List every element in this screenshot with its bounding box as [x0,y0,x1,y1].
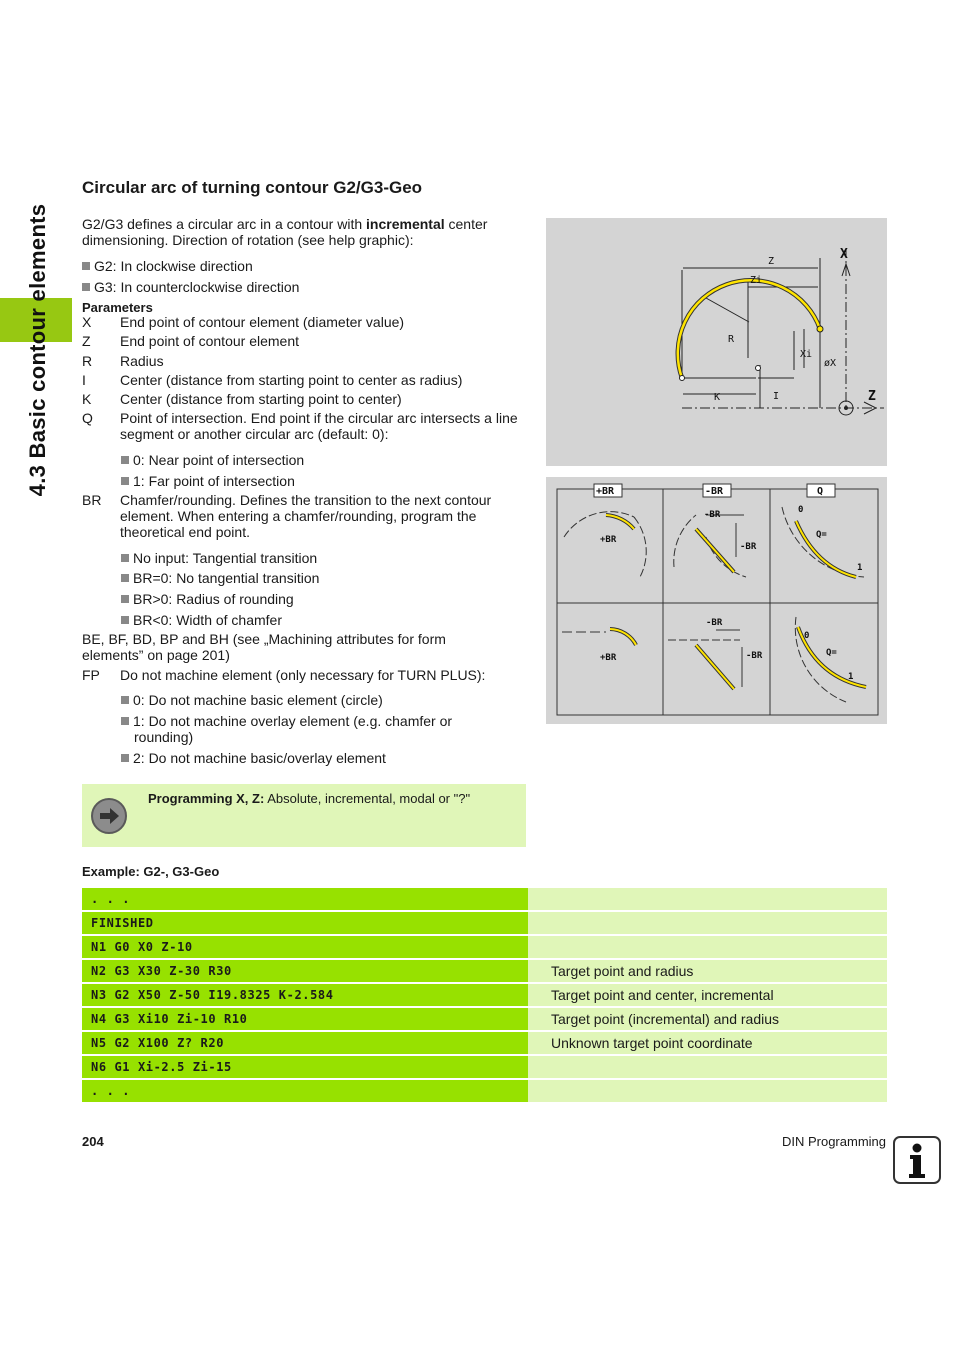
fp-option: 0: Do not machine basic element (circle) [121,692,383,708]
label-minus-br: -BR [740,542,757,552]
arc-dimension-figure [546,218,887,466]
label-one: 1 [848,672,854,682]
section-heading: Circular arc of turning contour G2/G3-Geo [82,178,423,197]
fp-option: 1: Do not machine overlay element (e.g. chamfer or rounding) [121,713,494,745]
arc-dimension-diagram [546,218,887,466]
direction-bullet: G3: In counterclockwise direction [82,279,299,295]
transition-diagram [546,477,887,724]
code-row: . . . [82,1080,887,1102]
direction-bullet: G2: In clockwise direction [82,258,253,274]
label-z: Z [768,256,775,267]
br-option: BR<0: Width of chamfer [121,612,282,628]
label-plus-br: +BR [600,653,617,663]
q-option: 0: Near point of intersection [121,452,304,468]
arrow-right-icon [91,798,127,834]
transition-figure [546,477,887,724]
q-option: 1: Far point of intersection [121,473,295,489]
attributes-reference: BE, BF, BD, BP and BH (see „Machining attributes for form elements” on page 201) [82,631,446,663]
label-minus-br: -BR [704,510,721,520]
label-q-equals: Q= [816,530,827,540]
fp-option: 2: Do not machine basic/overlay element [121,750,386,766]
label-theta: 0 [798,505,804,515]
label-k: K [714,392,721,403]
code-row: N3 G2 X50 Z-50 I19.8325 K-2.584 Target point and center, incremental [82,984,887,1006]
tag-minus-br: -BR [705,486,724,497]
chapter-name: DIN Programming [781,1134,886,1149]
code-row: FINISHED [82,912,887,934]
br-option: BR=0: No tangential transition [121,570,319,586]
code-row: N5 G2 X100 Z? R20 Unknown target point coordinate [82,1032,887,1054]
code-row: N1 G0 X0 Z-10 [82,936,887,958]
parameters-title: Parameters [82,300,153,315]
br-option: No input: Tangential transition [121,550,317,566]
programming-note [82,784,526,847]
info-icon [893,1136,941,1184]
tag-plus-br: +BR [596,486,615,497]
x-axis-label: X [840,247,848,262]
label-one: 1 [857,563,863,573]
note-text: Programming X, Z: Absolute, incremental, modal or "?" [148,791,471,806]
code-row: . . . [82,888,887,910]
example-title: Example: G2-, G3-Geo [82,864,220,879]
page-number: 204 [82,1134,104,1149]
label-plus-br: +BR [600,535,617,545]
z-axis-label: Z [868,389,876,404]
code-row: N6 G1 Xi-2.5 Zi-15 [82,1056,887,1078]
label-zi: Zi [750,275,763,286]
code-row: N4 G3 Xi10 Zi-10 R10 Target point (incremental) and radius [82,1008,887,1030]
label-minus-br: -BR [746,651,763,661]
code-row: N2 G3 X30 Z-30 R30 Target point and radius [82,960,887,982]
br-option: BR>0: Radius of rounding [121,591,294,607]
chapter-side-title: 4.3 Basic contour elements [25,203,50,497]
label-diameter-x: øX [824,358,837,369]
label-theta: 0 [804,631,810,641]
label-r: R [728,334,735,345]
label-minus-br: -BR [706,618,723,628]
intro-paragraph: G2/G3 defines a circular arc in a contour with incremental center dimensioning. Direction of rotation (see help graphic): [82,216,488,248]
tag-q: Q [817,486,824,497]
label-xi: Xi [800,349,813,360]
label-i: I [773,391,780,402]
label-q-equals: Q= [826,648,837,658]
